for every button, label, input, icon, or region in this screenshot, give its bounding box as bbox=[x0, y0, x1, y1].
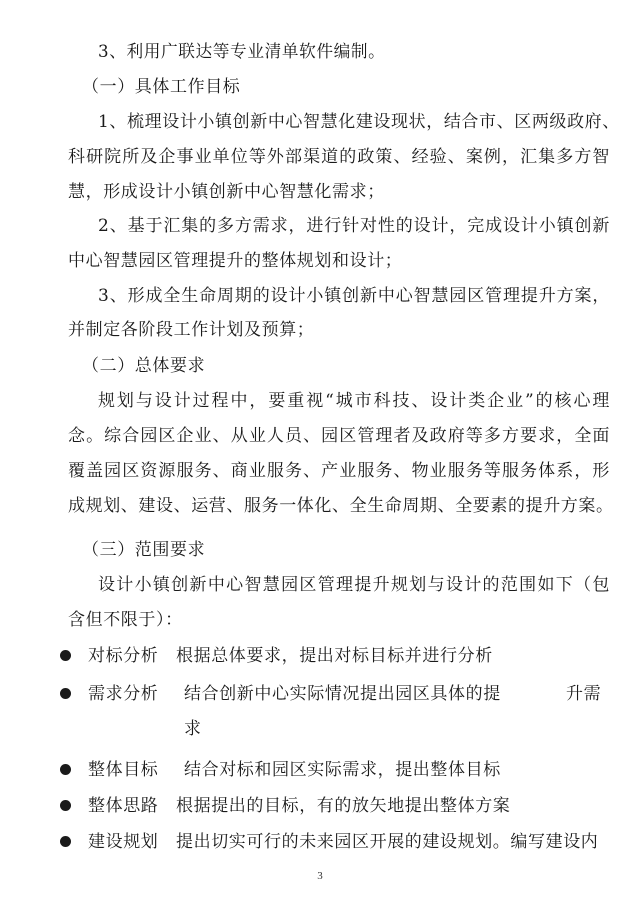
bullet-description: 结合对标和园区实际需求，提出整体目标 bbox=[184, 760, 501, 780]
bullet-dot-icon bbox=[60, 764, 71, 775]
paragraph-line: 设计小镇创新中心智慧园区管理提升规划与设计的范围如下（包 bbox=[98, 575, 610, 595]
bullet-term: 整体思路 bbox=[88, 796, 159, 816]
bullet-item bbox=[60, 684, 620, 708]
bullet-dot-icon bbox=[60, 836, 71, 847]
bullet-description: 结合创新中心实际情况提出园区具体的提 bbox=[184, 684, 501, 704]
paragraph-line: 含但不限于）： bbox=[68, 610, 183, 630]
item-3-software: 3、利用广联达等专业清单软件编制。 bbox=[98, 42, 386, 62]
paragraph-line: 1、梳理设计小镇创新中心智慧化建设现状，结合市、区两级政府、 bbox=[98, 112, 620, 132]
bullet-item bbox=[60, 760, 620, 784]
bullet-term: 整体目标 bbox=[88, 760, 159, 780]
bullet-term: 需求分析 bbox=[88, 684, 159, 704]
bullet-term: 对标分析 bbox=[88, 646, 159, 666]
bullet-term: 建设规划 bbox=[88, 832, 159, 852]
paragraph-line: 2、基于汇集的多方需求，进行针对性的设计，完成设计小镇创新 bbox=[98, 216, 610, 236]
bullet-description: 提出切实可行的未来园区开展的建设规划。编写建设内 bbox=[176, 832, 599, 852]
bullet-dot-icon bbox=[60, 650, 71, 661]
paragraph-line: 成规划、建设、运营、服务一体化、全生命周期、全要素的提升方案。 bbox=[68, 496, 614, 516]
section-heading-2: （二）总体要求 bbox=[82, 356, 206, 376]
bullet-description-tail: 升需 bbox=[566, 684, 602, 704]
section-heading-3: （三）范围要求 bbox=[82, 540, 206, 560]
paragraph-line: 覆盖园区资源服务、商业服务、产业服务、物业服务等服务体系，形 bbox=[68, 461, 610, 481]
bullet-dot-icon bbox=[60, 688, 71, 699]
bullet-item bbox=[60, 646, 620, 670]
paragraph-line: 并制定各阶段工作计划及预算； bbox=[68, 320, 315, 340]
paragraph-line: 中心智慧园区管理提升的整体规划和设计； bbox=[68, 251, 403, 271]
bullet-item bbox=[60, 796, 620, 820]
bullet-description-wrap: 求 bbox=[184, 719, 202, 739]
page-number: 3 bbox=[317, 870, 323, 882]
paragraph-line: 慧，形成设计小镇创新中心智慧化需求； bbox=[68, 182, 385, 202]
bullet-dot-icon bbox=[60, 800, 71, 811]
paragraph-line: 规划与设计过程中，要重视“城市科技、设计类企业”的核心理 bbox=[98, 391, 610, 411]
bullet-item bbox=[60, 832, 620, 856]
bullet-description: 根据提出的目标，有的放矢地提出整体方案 bbox=[176, 796, 511, 816]
bullet-description: 根据总体要求，提出对标目标并进行分析 bbox=[176, 646, 493, 666]
paragraph-line: 科研院所及企事业单位等外部渠道的政策、经验、案例，汇集多方智 bbox=[68, 147, 610, 167]
paragraph-line: 3、形成全生命周期的设计小镇创新中心智慧园区管理提升方案， bbox=[98, 286, 610, 306]
section-heading-1: （一）具体工作目标 bbox=[82, 77, 241, 97]
paragraph-line: 念。综合园区企业、从业人员、园区管理者及政府等多方要求，全面 bbox=[68, 426, 610, 446]
